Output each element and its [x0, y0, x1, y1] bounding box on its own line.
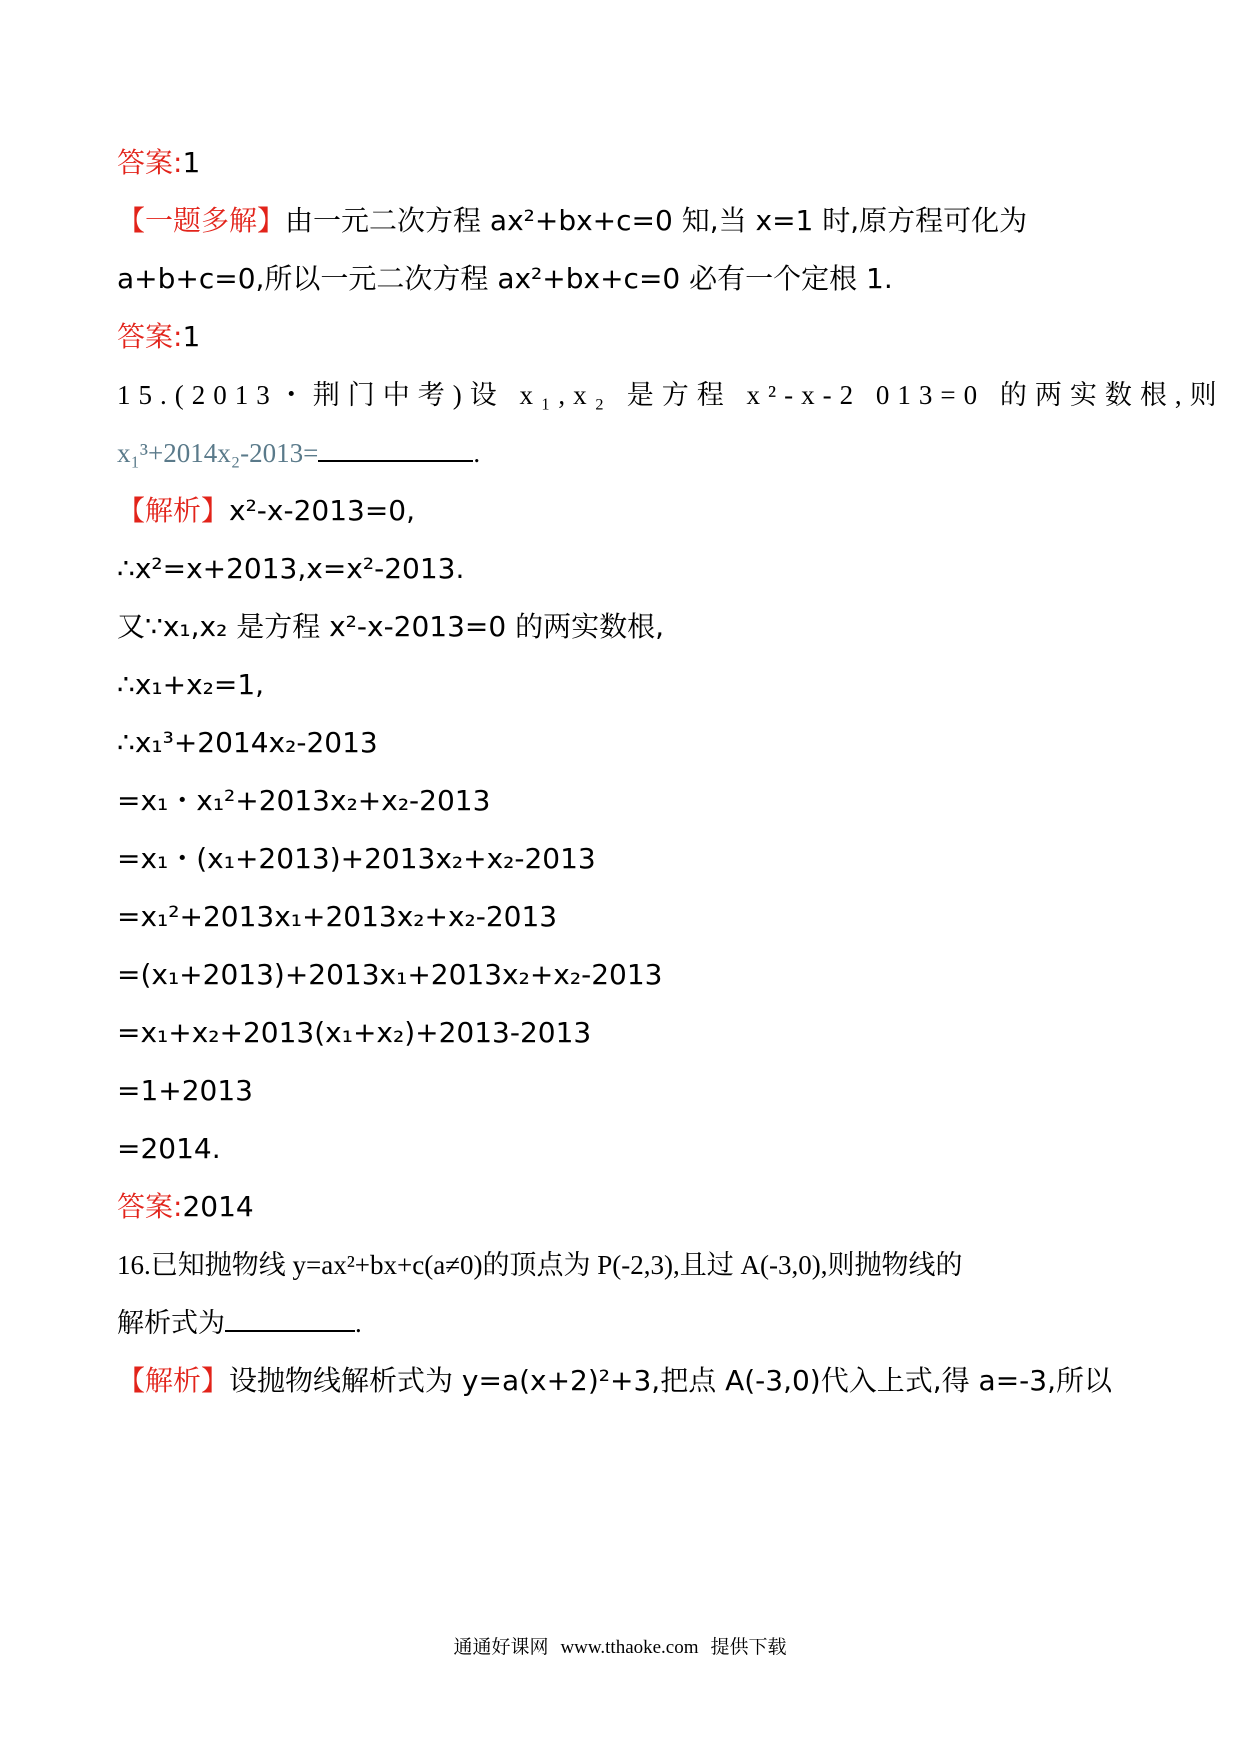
- answer-blank: [318, 434, 473, 462]
- solution-15-line-10: [117, 1013, 591, 1053]
- page-footer: [0, 1632, 1240, 1659]
- solution-step: =x₁・x₁²+2013x₂+x₂-2013: [117, 784, 491, 817]
- answer-label: 答案:: [117, 320, 183, 353]
- solution-15-line-3: [117, 607, 664, 647]
- alt-solution-tag: 【一题多解】: [117, 204, 286, 237]
- question-15-expression: x₁³+2014x₂-2013=: [117, 438, 319, 468]
- answer-label: 答案:: [117, 146, 183, 179]
- solution-step: =1+2013: [117, 1074, 253, 1107]
- solution-15-line-5: [117, 723, 378, 763]
- alt-solution-line-1: [117, 201, 1027, 241]
- solution-step: 又∵x₁,x₂ 是方程 x²-x-2013=0 的两实数根,: [117, 610, 665, 643]
- solution-tag: 【解析】: [117, 1364, 230, 1397]
- solution-15-line-9: [117, 955, 662, 995]
- solution-15-line-2: [117, 549, 464, 589]
- solution-step: =(x₁+2013)+2013x₁+2013x₂+x₂-2013: [117, 958, 663, 991]
- answer-line: [117, 143, 200, 183]
- solution-step: =x₁²+2013x₁+2013x₂+x₂-2013: [117, 900, 558, 933]
- solution-step: =x₁・(x₁+2013)+2013x₂+x₂-2013: [117, 842, 596, 875]
- solution-15-line-6: [117, 781, 490, 821]
- solution-step: x²-x-2013=0,: [229, 494, 416, 527]
- question-16-end: .: [355, 1308, 362, 1338]
- solution-15-line-12: [117, 1129, 221, 1169]
- answer-value: 2014: [182, 1190, 254, 1223]
- solution-16-line-1: [117, 1361, 1112, 1401]
- question-15-text: 15.(2013・荆门中考)设 x₁,x₂ 是方程 x²-x-2 013=0 的两实数根,则: [117, 380, 1225, 410]
- solution-step: =x₁+x₂+2013(x₁+x₂)+2013-2013: [117, 1016, 592, 1049]
- alt-solution-text-2: a+b+c=0,所以一元二次方程 ax²+bx+c=0 必有一个定根 1.: [117, 262, 893, 295]
- solution-15-line-1: [117, 491, 415, 531]
- alt-solution-line-2: [117, 259, 893, 299]
- question-16-stem: [117, 1245, 963, 1285]
- question-16-blank-line: [117, 1303, 362, 1343]
- footer-provide-text: 提供下载: [710, 1637, 787, 1658]
- answer-line: [117, 317, 200, 357]
- answer-value: 1: [182, 320, 201, 353]
- solution-15-line-4: [117, 665, 264, 705]
- answer-value: 1: [182, 146, 201, 179]
- question-16-text-2: 解析式为: [117, 1308, 225, 1338]
- question-15-stem: [117, 375, 1225, 415]
- answer-line: [117, 1187, 254, 1227]
- solution-step: ∴x²=x+2013,x=x²-2013.: [117, 552, 465, 585]
- question-15-end: .: [473, 438, 481, 468]
- solution-step: 设抛物线解析式为 y=a(x+2)²+3,把点 A(-3,0)代入上式,得 a=-3,所以: [229, 1364, 1112, 1397]
- solution-step: ∴x₁+x₂=1,: [117, 668, 265, 701]
- footer-url[interactable]: www.tthaoke.com: [560, 1637, 699, 1658]
- solution-tag: 【解析】: [117, 494, 230, 527]
- footer-site-name: 通通好课网: [453, 1637, 549, 1658]
- solution-15-line-11: [117, 1071, 253, 1111]
- solution-15-line-8: [117, 897, 557, 937]
- answer-blank: [225, 1304, 355, 1332]
- question-15-blank-line: [117, 433, 480, 473]
- alt-solution-text-1: 由一元二次方程 ax²+bx+c=0 知,当 x=1 时,原方程可化为: [285, 204, 1028, 237]
- solution-step: ∴x₁³+2014x₂-2013: [117, 726, 378, 759]
- solution-15-line-7: [117, 839, 596, 879]
- question-16-text: 16.已知抛物线 y=ax²+bx+c(a≠0)的顶点为 P(-2,3),且过 A(-3,0),则抛物线的: [117, 1250, 963, 1280]
- answer-label: 答案:: [117, 1190, 183, 1223]
- solution-step: =2014.: [117, 1132, 221, 1165]
